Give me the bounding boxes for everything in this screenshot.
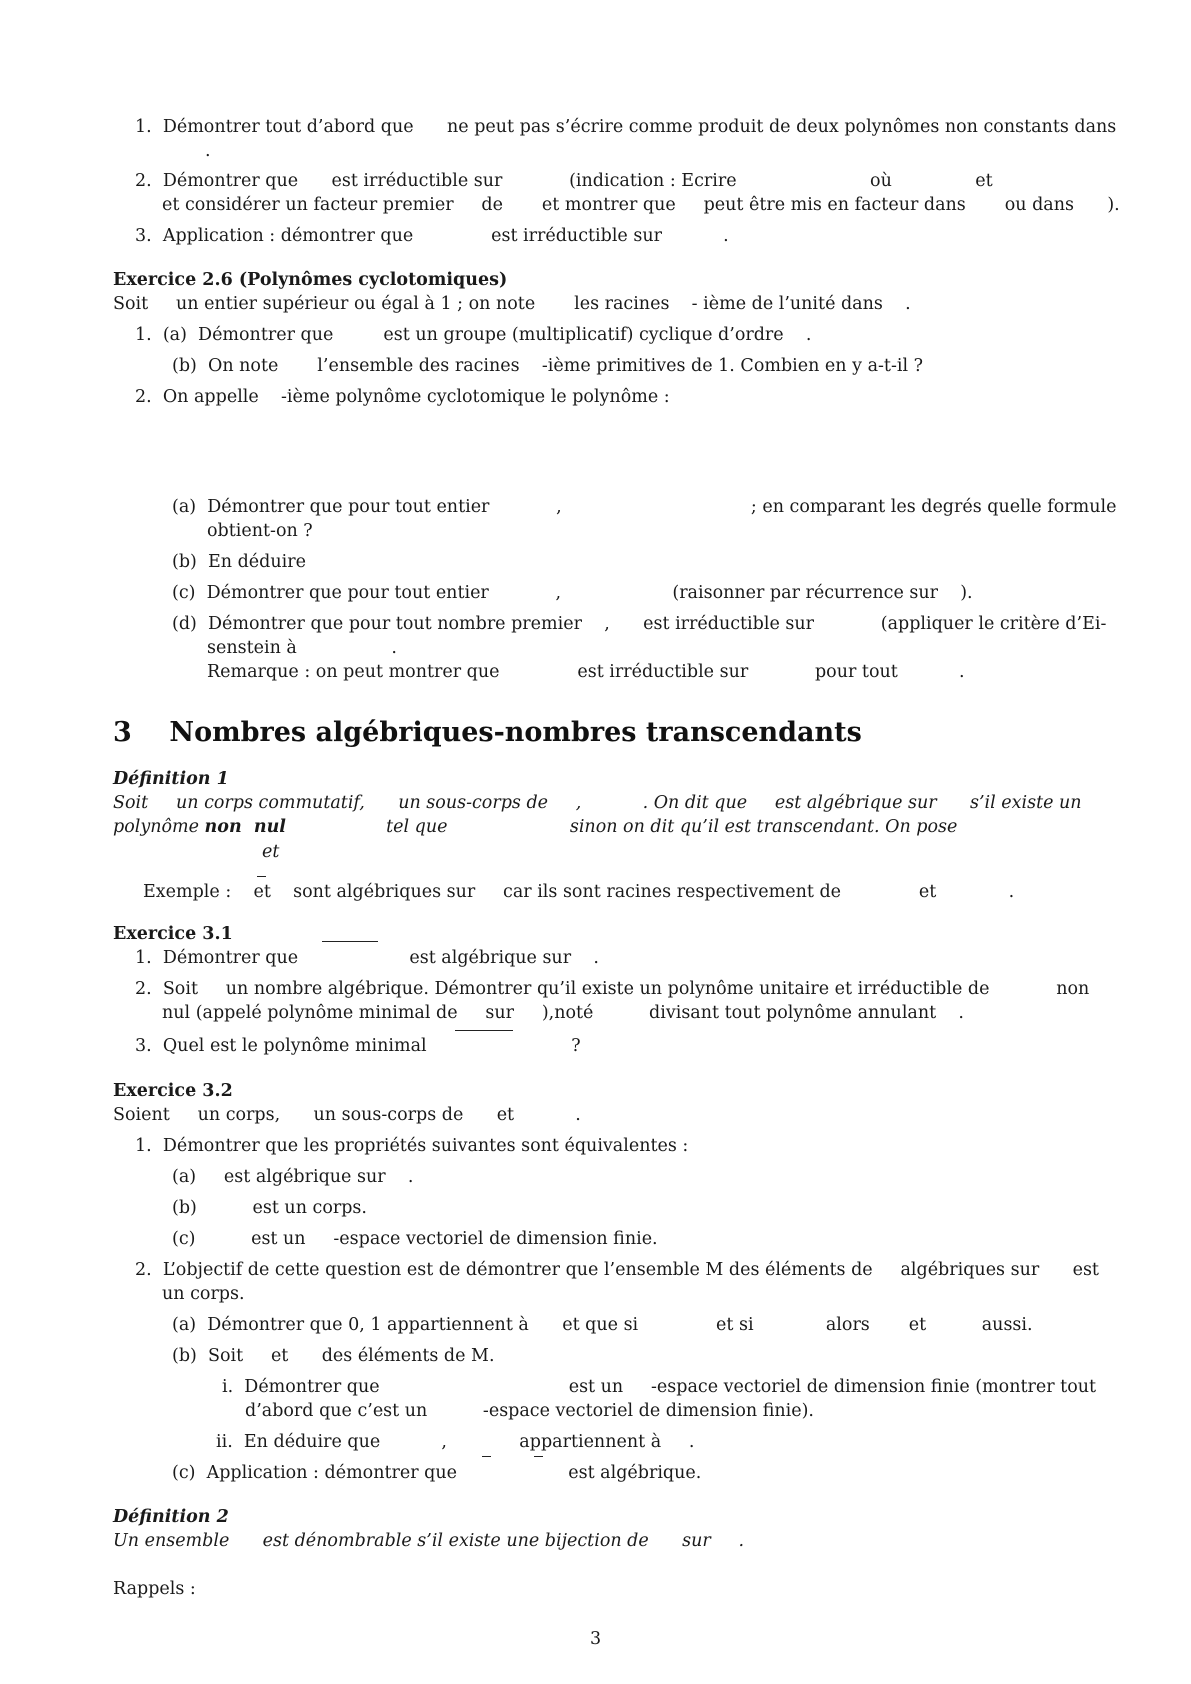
text-line: [113, 816, 957, 838]
text-line: (c) Application : démontrer que est algébrique.: [172, 1463, 702, 1483]
text-run: polynôme: [113, 817, 205, 837]
text-line: Exemple : et sont algébriques sur car ils sont racines respectivement de et .: [143, 882, 1015, 902]
text-line: 1. (a) Démontrer que est un groupe (multiplicatif) cyclique d’ordre .: [135, 325, 812, 345]
text-line: (b) est un corps.: [172, 1198, 367, 1218]
text-line: 1. Démontrer que les propriétés suivantes sont équivalentes :: [135, 1136, 689, 1156]
text-line: 1. Démontrer que est algébrique sur .: [135, 948, 599, 968]
text-line: (d) Démontrer que pour tout nombre premier , est irréductible sur (appliquer le critère d’Ei-: [172, 614, 1107, 634]
text-line: 3. Quel est le polynôme minimal ?: [135, 1036, 581, 1056]
text-line: nul (appelé polynôme minimal de sur ),noté divisant tout polynôme annulant .: [162, 1003, 964, 1023]
text-line: obtient-on ?: [207, 521, 313, 541]
overline-mark: [257, 876, 266, 877]
text-line: et considérer un facteur premier de et montrer que peut être mis en facteur dans ou dans ).: [162, 195, 1120, 215]
overline-mark: [455, 1030, 513, 1031]
definition-title: Définition 1: [113, 769, 229, 789]
overline-mark: [534, 1456, 543, 1457]
section-title: 3 Nombres algébriques-nombres transcendants: [113, 717, 862, 748]
text-line: d’abord que c’est un -espace vectoriel de dimension finie).: [245, 1401, 814, 1421]
text-line: Soit un corps commutatif, un sous-corps de , . On dit que est algébrique sur s’il existe un: [113, 793, 1082, 813]
text-line: .: [205, 141, 211, 161]
text-line: (b) Soit et des éléments de M.: [172, 1346, 495, 1366]
text-line: 2. L’objectif de cette question est de démontrer que l’ensemble M des éléments de algébriques sur est: [135, 1260, 1099, 1280]
text-line: 3. Application : démontrer que est irréductible sur .: [135, 226, 729, 246]
text-line: (b) On note l’ensemble des racines -ième primitives de 1. Combien en y a-t-il ?: [172, 356, 924, 376]
emphasis-text: non nul: [204, 817, 286, 837]
text-line: (c) Démontrer que pour tout entier , (raisonner par récurrence sur ).: [172, 583, 973, 603]
text-line: et: [262, 842, 280, 862]
text-line: (c) est un -espace vectoriel de dimension finie.: [172, 1229, 658, 1249]
text-run: tel que sinon on dit qu’il est transcendant. On pose: [285, 817, 958, 837]
overline-mark: [482, 1456, 491, 1457]
text-line: Rappels :: [113, 1579, 196, 1599]
text-line: (a) Démontrer que pour tout entier , ; en comparant les degrés quelle formule: [172, 497, 1117, 517]
text-line: ii. En déduire que , appartiennent à .: [216, 1432, 695, 1452]
text-line: (a) Démontrer que 0, 1 appartiennent à et que si et si alors et aussi.: [172, 1315, 1033, 1335]
text-line: 1. Démontrer tout d’abord que ne peut pas s’écrire comme produit de deux polynômes non constants dans: [135, 117, 1117, 137]
exercise-title: Exercice 2.6 (Polynômes cyclotomiques): [113, 270, 508, 290]
overline-mark: [322, 941, 378, 942]
definition-title: Définition 2: [113, 1507, 229, 1527]
text-line: Soit un entier supérieur ou égal à 1 ; on note les racines - ième de l’unité dans .: [113, 294, 911, 314]
text-line: 2. On appelle -ième polynôme cyclotomique le polynôme :: [135, 387, 670, 407]
text-line: 2. Démontrer que est irréductible sur (indication : Ecrire où et: [135, 171, 993, 191]
text-line: un corps.: [162, 1284, 245, 1304]
exercise-title: Exercice 3.2: [113, 1081, 233, 1101]
text-line: Un ensemble est dénombrable s’il existe une bijection de sur .: [113, 1531, 745, 1551]
text-line: Remarque : on peut montrer que est irréductible sur pour tout .: [207, 662, 965, 682]
text-line: (a) est algébrique sur .: [172, 1167, 414, 1187]
text-line: i. Démontrer que est un -espace vectoriel de dimension finie (montrer tout: [222, 1377, 1097, 1397]
text-line: (b) En déduire: [172, 552, 306, 572]
exercise-title: Exercice 3.1: [113, 924, 233, 944]
text-line: 2. Soit un nombre algébrique. Démontrer qu’il existe un polynôme unitaire et irréductible de non: [135, 979, 1090, 999]
text-line: Soient un corps, un sous-corps de et .: [113, 1105, 581, 1125]
text-line: senstein à .: [207, 638, 397, 658]
page-number: 3: [590, 1629, 602, 1649]
